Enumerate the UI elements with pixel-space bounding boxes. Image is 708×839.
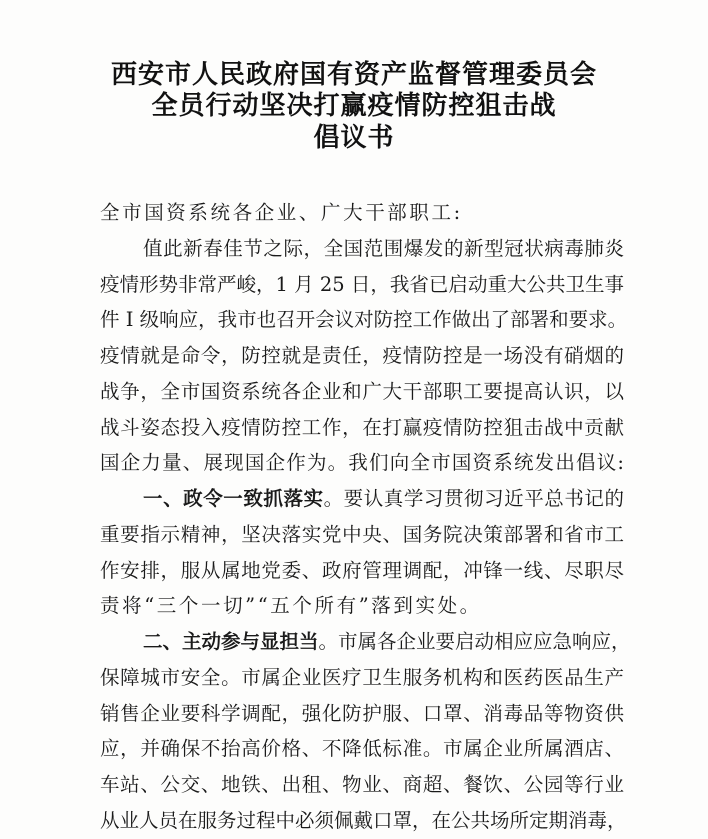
section-2-line: 从业人员在服务过程中必须佩戴口罩，在公共场所定期消毒，	[100, 808, 627, 832]
intro-line: 值此新春佳节之际，全国范围爆发的新型冠状病毒肺炎	[143, 236, 624, 260]
intro-line: 战斗姿态投入疫情防控工作，在打赢疫情防控狙击战中贡献	[100, 415, 624, 439]
section-2-line: 保障城市安全。市属企业医疗卫生服务机构和医药医品生产	[100, 665, 624, 689]
section-1-first-line	[100, 481, 624, 517]
section-1-text: 。要认真学习贯彻习近平总书记的	[323, 487, 624, 510]
intro-line: 疫情就是命令，防控就是责任，疫情防控是一场没有硝烟的	[100, 344, 624, 367]
intro-line: 国企力量、展现国企作为。我们向全市国资系统发出倡议:	[100, 451, 624, 475]
section-2-line: 应，并确保不抬高价格、不降低标准。市属企业所属酒店、	[100, 737, 624, 761]
document-body	[100, 195, 631, 839]
section-1-line: 重要指示精神，坚决落实党中央、国务院决策部署和省市工	[100, 522, 624, 546]
intro-line: 件 I 级响应，我市也召开会议对防控工作做出了部署和要求。	[100, 308, 628, 332]
section-1-line: 作安排，服从属地党委、政府管理调配，冲锋一线、尽职尽	[100, 558, 624, 582]
intro-line: 疫情形势非常严峻，1 月 25 日，我省已启动重大公共卫生事	[100, 272, 624, 296]
document-title-line-1: 西安市人民政府国有资产监督管理委员会	[110, 60, 597, 90]
salutation: 全市国资系统各企业、广大干部职工:	[100, 201, 463, 224]
document-title-line-3: 倡议书	[313, 123, 395, 153]
section-2-text: 。市属各企业要启动相应应急响应，	[318, 630, 631, 653]
intro-line: 战争，全市国资系统各企业和广大干部职工要提高认识，以	[100, 379, 624, 403]
section-1-heading: 一、政令一致抓落实	[143, 487, 324, 510]
section-2-heading: 二、主动参与显担当	[143, 630, 319, 653]
section-1-line: 责将“三个一切”“五个所有”落到实处。	[100, 594, 482, 618]
section-2-line: 销售企业要科学调配，强化防护服、口罩、消毒品等物资供	[100, 701, 624, 725]
document-title-line-2: 全员行动坚决打赢疫情防控狙击战	[151, 91, 557, 121]
section-2-first-line	[100, 624, 631, 660]
section-2-line: 车站、公交、地铁、出租、物业、商超、餐饮、公园等行业	[100, 773, 624, 796]
